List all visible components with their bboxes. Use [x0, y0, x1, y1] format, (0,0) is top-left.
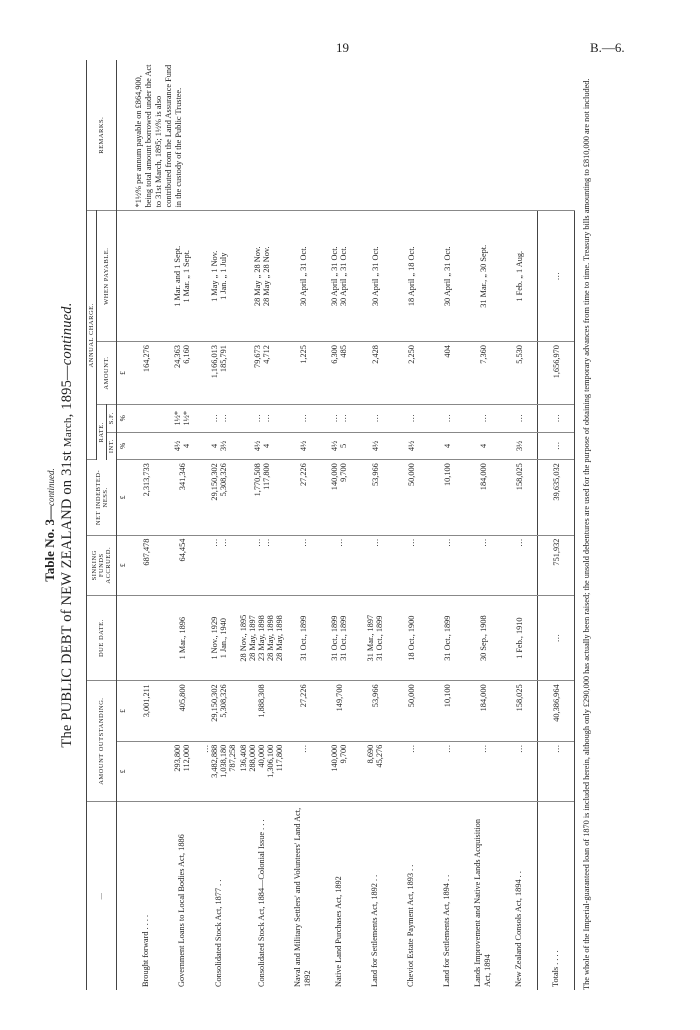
sinking-funds: …	[501, 535, 538, 595]
sinking-funds: …	[429, 535, 465, 595]
when-payable: 31 Mar., „ 30 Sept.	[465, 211, 501, 342]
rate-int: 4	[429, 432, 465, 460]
amount-total: 40,386,964	[538, 681, 575, 741]
rate-sf: …	[429, 404, 465, 432]
header-when-payable: WHEN PAYABLE.	[97, 211, 117, 342]
due-date: 31 Mar., 1897 31 Oct., 1899	[357, 595, 393, 680]
amount-total: 29,150,302 5,308,326	[200, 681, 238, 741]
header-rate: RATE.	[97, 404, 107, 459]
row-description: Land for Settlements Act, 1894 . .	[442, 874, 451, 987]
net-indebtedness: 140,000 9,700	[321, 460, 357, 535]
annual-amount: 404	[429, 342, 465, 405]
amount-parts	[128, 741, 164, 801]
rate-int: 4½	[285, 432, 321, 460]
table-number-title: Table No. 3—continued.	[42, 468, 57, 582]
table-body	[128, 60, 575, 990]
rate-int: 4½	[393, 432, 429, 460]
amount-total: 27,226	[285, 681, 321, 741]
rate-sf: 1½* 1½*	[164, 404, 200, 432]
when-payable: 1 May „ 1 Nov. 1 Jan. „ 1 July	[200, 211, 238, 342]
amount-total: 158,025	[501, 681, 538, 741]
public-debt-table	[86, 60, 575, 990]
when-payable: 18 April „ 18 Oct.	[393, 211, 429, 342]
amount-total: 1,888,308	[238, 681, 285, 741]
when-payable	[128, 211, 164, 342]
amount-total: 405,800	[164, 681, 200, 741]
sinking-funds: 751,932	[538, 535, 575, 595]
amount-parts: …	[538, 741, 575, 801]
rate-int: 4 3½	[200, 432, 238, 460]
sinking-funds: … …	[238, 535, 285, 595]
header-due-date: DUE DATE.	[87, 595, 117, 680]
annual-amount: 6,300 485	[321, 342, 357, 405]
when-payable: 30 April „ 31 Oct.	[357, 211, 393, 342]
row-description: New Zealand Consols Act, 1894 . .	[514, 871, 523, 987]
due-date: 18 Oct., 1900	[393, 595, 429, 680]
due-date	[128, 595, 164, 680]
when-payable: 30 April „ 31 Oct.	[285, 211, 321, 342]
rate-int: 3½	[501, 432, 538, 460]
rate-sf: …	[357, 404, 393, 432]
header-amount-outstanding: AMOUNT OUTSTANDING.	[87, 681, 117, 802]
header-sf: S.F.	[107, 404, 117, 432]
page-number: 19	[336, 40, 349, 55]
net-indebtedness: 184,000	[465, 460, 501, 535]
row-description: Government Loans to Local Bodies Act, 1886	[177, 834, 186, 987]
row-description: Naval and Military Settlers' and Volunteers' Land Act, 1892	[293, 807, 312, 987]
rate-int	[128, 432, 164, 460]
rate-sf: … …	[238, 404, 285, 432]
sinking-funds: …	[357, 535, 393, 595]
when-payable: 1 Mar. and 1 Sept. 1 Mar. „ 1 Sept.	[164, 211, 200, 342]
sinking-funds: 64,454	[164, 535, 200, 595]
annual-amount: 24,363 6,160	[164, 342, 200, 405]
amount-total: 50,000	[393, 681, 429, 741]
sinking-funds: …	[285, 535, 321, 595]
footnote: The whole of the Imperial-guaranteed loan of 1870 is included herein, although only £290,000 has actually been raised; the unsold debentures are used for the purpose of obtaining temporary advances from time to time. Treasury bills amounting to £810,000 are not included.	[582, 78, 591, 990]
row-description: Native Land Purchases Act, 1892	[334, 876, 343, 987]
amount-parts: …	[285, 741, 321, 801]
amount-total: 53,966	[357, 681, 393, 741]
header-net-indebtedness: NET INDEBTED-NESS.	[87, 460, 117, 535]
annual-amount: 1,656,970	[538, 342, 575, 405]
unit-pound: £	[117, 681, 129, 741]
rate-sf: …	[538, 404, 575, 432]
rate-sf: …	[393, 404, 429, 432]
rate-sf: … …	[200, 404, 238, 432]
header-sinking-funds: SINKING FUNDS ACCRUED.	[87, 535, 117, 595]
unit-pound: £	[117, 535, 129, 595]
net-indebtedness: 27,226	[285, 460, 321, 535]
net-indebtedness: 50,000	[393, 460, 429, 535]
row-description: Totals . . . .	[538, 802, 575, 991]
sinking-funds: 687,478	[128, 535, 164, 595]
row-description: Land for Settlements Act, 1892 . .	[370, 874, 379, 987]
rotated-table-block	[40, 60, 680, 990]
net-indebtedness: 158,025	[501, 460, 538, 535]
unit-percent: %	[117, 432, 129, 460]
amount-parts: 140,000 9,700	[321, 741, 357, 801]
annual-amount: 1,166,013 185,791	[200, 342, 238, 405]
rate-int: 4½ 4	[164, 432, 200, 460]
due-date: 1 Feb., 1910	[501, 595, 538, 680]
page-reference: B.—6.	[590, 40, 625, 55]
amount-total: 10,100	[429, 681, 465, 741]
amount-total: 184,000	[465, 681, 501, 741]
net-indebtedness: 39,635,032	[538, 460, 575, 535]
rate-int: 4½ 5	[321, 432, 357, 460]
header-annual-charge: ANNUAL CHARGE.	[87, 211, 97, 460]
amount-parts: 136,408 288,000 40,000 1,306,100 117,800	[238, 741, 285, 801]
amount-total: 149,700	[321, 681, 357, 741]
net-indebtedness: 29,150,302 5,308,326	[200, 460, 238, 535]
due-date: 30 Sep., 1908	[465, 595, 501, 680]
net-indebtedness: 341,346	[164, 460, 200, 535]
due-date: 1 Mar., 1896	[164, 595, 200, 680]
due-date: 31 Oct., 1899	[429, 595, 465, 680]
annual-amount: 1,225	[285, 342, 321, 405]
rate-sf: …	[465, 404, 501, 432]
when-payable: 1 Feb. „ 1 Aug.	[501, 211, 538, 342]
rate-sf: …	[501, 404, 538, 432]
rate-int: 4	[465, 432, 501, 460]
amount-parts: 293,800 112,000	[164, 741, 200, 801]
annual-amount: 7,360	[465, 342, 501, 405]
row-description: Consolidated Stock Act, 1877 . .	[214, 879, 223, 987]
when-payable: …	[538, 211, 575, 342]
due-date: 31 Oct., 1899	[285, 595, 321, 680]
row-description: Brought forward . . . .	[141, 914, 150, 987]
sinking-funds: …	[465, 535, 501, 595]
row-description: Cheviot Estate Payment Act, 1893 . .	[406, 864, 415, 987]
row-description: Consolidated Stock Act, 1884—Colonial Issue . . .	[256, 819, 266, 987]
amount-parts: …	[429, 741, 465, 801]
amount-total: 3,001,211	[128, 681, 164, 741]
sinking-funds: … …	[200, 535, 238, 595]
amount-parts: …	[465, 741, 501, 801]
annual-amount: 2,428	[357, 342, 393, 405]
header-remarks: REMARKS.	[87, 60, 117, 211]
sinking-funds: …	[321, 535, 357, 595]
rate-sf: … …	[321, 404, 357, 432]
rate-sf: …	[285, 404, 321, 432]
unit-pound: £	[117, 342, 129, 405]
net-indebtedness: 2,313,733	[128, 460, 164, 535]
unit-pound: £	[117, 460, 129, 535]
annual-amount: 164,276	[128, 342, 164, 405]
table-row	[128, 60, 164, 990]
header-int: INT.	[107, 432, 117, 460]
amount-parts: 8,690 45,276	[357, 741, 393, 801]
net-indebtedness: 10,100	[429, 460, 465, 535]
when-payable: 30 April „ 31 Oct. 30 April „ 31 Oct.	[321, 211, 357, 342]
due-date: 28 Nov., 1895 28 May, 1897 23 May, 1898 28 May, 1898 28 May, 1898	[238, 595, 285, 680]
due-date: 31 Oct., 1899 31 Oct., 1899	[321, 595, 357, 680]
net-indebtedness: 1,770,508 117,800	[238, 460, 285, 535]
sinking-funds: …	[393, 535, 429, 595]
rate-int: …	[538, 432, 575, 460]
net-indebtedness: 53,966	[357, 460, 393, 535]
unit-percent: %	[117, 404, 129, 432]
table-title: The PUBLIC DEBT of NEW ZEALAND on 31st March, 1895—continued.	[59, 302, 75, 748]
amount-parts: …	[501, 741, 538, 801]
annual-amount: 2,250	[393, 342, 429, 405]
rate-int: 4½	[357, 432, 393, 460]
rate-sf	[128, 404, 164, 432]
annual-amount: 5,530	[501, 342, 538, 405]
header-blank: —	[87, 802, 117, 991]
rate-int: 4½ 4	[238, 432, 285, 460]
annual-amount: 79,673 4,712	[238, 342, 285, 405]
due-date: 1 Nov., 1929 1 Jan., 1940	[200, 595, 238, 680]
row-description: Lands Improvement and Native Lands Acquisition Act, 1894	[473, 819, 492, 987]
when-payable: 28 May „ 28 Nov. 28 May „ 28 Nov.	[238, 211, 285, 342]
amount-parts: …	[393, 741, 429, 801]
due-date: …	[538, 595, 575, 680]
unit-pound: £	[117, 741, 129, 801]
remarks-note: *1½% per annum payable on £864,900, being total amount borrowed under the Act to 31st March, 1895; 1½% is also contributed from the Land Assurance Fund in the custody of the Public Trustee.	[128, 60, 575, 211]
header-amount: AMOUNT.	[97, 342, 117, 405]
when-payable: 30 April „ 31 Oct.	[429, 211, 465, 342]
amount-parts: … 3,482,888 1,038,180 787,258	[200, 741, 238, 801]
